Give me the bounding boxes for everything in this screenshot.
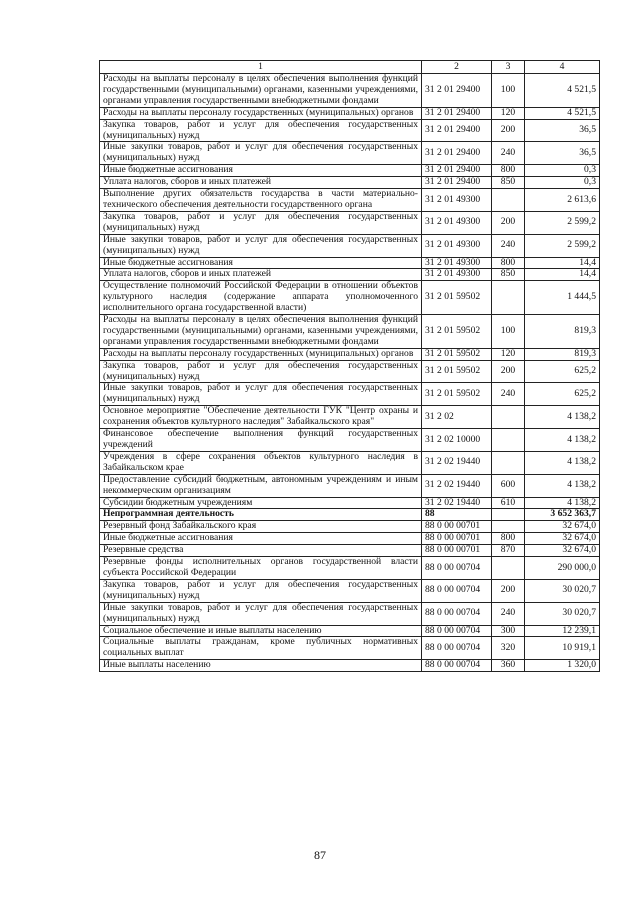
row-expense-type-cell: 120: [492, 348, 525, 360]
row-expense-type-cell: [492, 451, 525, 474]
row-name-cell: Расходы на выплаты персоналу в целях обеспечения выполнения функций государственными (муниципальными) органами, казенными учреждениями, органами управления государственными внебюджетными фондами: [100, 74, 422, 108]
row-amount-cell: 625,2: [525, 360, 600, 383]
row-code-cell: 31 2 02 19440: [422, 451, 492, 474]
header-col-4: 4: [525, 61, 600, 74]
row-name-cell: Иные закупки товаров, работ и услуг для обеспечения государственных (муниципальных) нужд: [100, 142, 422, 165]
table-row: [100, 165, 600, 177]
row-expense-type-cell: 240: [492, 602, 525, 625]
row-name-cell: Иные бюджетные ассигнования: [100, 165, 422, 177]
table-header-row: [100, 61, 600, 74]
row-expense-type-cell: [492, 521, 525, 533]
table-row: [100, 74, 600, 108]
table-row: [100, 281, 600, 315]
row-code-cell: 31 2 01 29400: [422, 177, 492, 189]
row-expense-type-cell: 600: [492, 474, 525, 497]
row-code-cell: 31 2 01 59502: [422, 348, 492, 360]
row-amount-cell: 0,3: [525, 165, 600, 177]
row-expense-type-cell: 800: [492, 165, 525, 177]
row-expense-type-cell: 240: [492, 383, 525, 406]
row-name-cell: Резервный фонд Забайкальского края: [100, 521, 422, 533]
table-row: [100, 107, 600, 119]
row-code-cell: 31 2 01 59502: [422, 383, 492, 406]
table-row: [100, 360, 600, 383]
row-expense-type-cell: 800: [492, 533, 525, 545]
row-code-cell: 31 2 02 10000: [422, 429, 492, 452]
row-expense-type-cell: 200: [492, 119, 525, 142]
row-code-cell: 88 0 00 00704: [422, 637, 492, 660]
table-row: [100, 189, 600, 212]
row-name-cell: Закупка товаров, работ и услуг для обеспечения государственных (муниципальных) нужд: [100, 360, 422, 383]
table-row: [100, 579, 600, 602]
table-row: [100, 637, 600, 660]
table-row: [100, 119, 600, 142]
row-name-cell: Расходы на выплаты персоналу государственных (муниципальных) органов: [100, 348, 422, 360]
row-amount-cell: 4 138,2: [525, 474, 600, 497]
row-expense-type-cell: 850: [492, 269, 525, 281]
table-row: [100, 406, 600, 429]
row-code-cell: 31 2 01 29400: [422, 142, 492, 165]
row-amount-cell: 819,3: [525, 315, 600, 349]
row-name-cell: Резервные средства: [100, 545, 422, 557]
row-amount-cell: 32 674,0: [525, 521, 600, 533]
header-col-2: 2: [422, 61, 492, 74]
row-code-cell: 31 2 01 59502: [422, 315, 492, 349]
row-expense-type-cell: 120: [492, 107, 525, 119]
row-code-cell: 88 0 00 00704: [422, 557, 492, 580]
row-amount-cell: 4 138,2: [525, 451, 600, 474]
row-code-cell: 88: [422, 509, 492, 521]
row-name-cell: Выполнение других обязательств государства в части материально-технического обеспечения деятельности государственного органа: [100, 189, 422, 212]
row-expense-type-cell: 800: [492, 257, 525, 269]
row-expense-type-cell: 240: [492, 142, 525, 165]
row-amount-cell: 3 652 363,7: [525, 509, 600, 521]
row-amount-cell: 0,3: [525, 177, 600, 189]
row-expense-type-cell: [492, 557, 525, 580]
table-row: [100, 545, 600, 557]
table-row: [100, 257, 600, 269]
row-name-cell: Закупка товаров, работ и услуг для обеспечения государственных (муниципальных) нужд: [100, 119, 422, 142]
row-amount-cell: 10 919,1: [525, 637, 600, 660]
row-code-cell: 31 2 01 49300: [422, 211, 492, 234]
row-name-cell: Предоставление субсидий бюджетным, автономным учреждениям и иным некоммерческим организациям: [100, 474, 422, 497]
row-code-cell: 88 0 00 00704: [422, 625, 492, 637]
row-amount-cell: 14,4: [525, 269, 600, 281]
row-amount-cell: 819,3: [525, 348, 600, 360]
row-amount-cell: 2 613,6: [525, 189, 600, 212]
row-amount-cell: 30 020,7: [525, 579, 600, 602]
row-code-cell: 31 2 01 49300: [422, 257, 492, 269]
row-name-cell: Иные закупки товаров, работ и услуг для обеспечения государственных (муниципальных) нужд: [100, 383, 422, 406]
row-amount-cell: 32 674,0: [525, 533, 600, 545]
row-amount-cell: 2 599,2: [525, 234, 600, 257]
row-expense-type-cell: 200: [492, 211, 525, 234]
table-row: [100, 533, 600, 545]
table-row: [100, 269, 600, 281]
row-code-cell: 88 0 00 00704: [422, 579, 492, 602]
row-code-cell: 31 2 01 49300: [422, 269, 492, 281]
table-row: [100, 429, 600, 452]
row-expense-type-cell: [492, 189, 525, 212]
row-name-cell: Закупка товаров, работ и услуг для обеспечения государственных (муниципальных) нужд: [100, 579, 422, 602]
row-name-cell: Иные закупки товаров, работ и услуг для обеспечения государственных (муниципальных) нужд: [100, 234, 422, 257]
table-row: [100, 521, 600, 533]
row-amount-cell: 14,4: [525, 257, 600, 269]
table-row: [100, 211, 600, 234]
row-name-cell: Закупка товаров, работ и услуг для обеспечения государственных (муниципальных) нужд: [100, 211, 422, 234]
row-name-cell: Социальное обеспечение и иные выплаты населению: [100, 625, 422, 637]
row-amount-cell: 36,5: [525, 142, 600, 165]
row-name-cell: Субсидии бюджетным учреждениям: [100, 497, 422, 509]
header-col-3: 3: [492, 61, 525, 74]
row-expense-type-cell: 100: [492, 74, 525, 108]
budget-table: [99, 60, 600, 672]
row-name-cell: Расходы на выплаты персоналу государственных (муниципальных) органов: [100, 107, 422, 119]
table-row: [100, 660, 600, 672]
row-amount-cell: 290 000,0: [525, 557, 600, 580]
row-code-cell: 88 0 00 00704: [422, 660, 492, 672]
table-row: [100, 625, 600, 637]
row-name-cell: Уплата налогов, сборов и иных платежей: [100, 177, 422, 189]
table-row: [100, 474, 600, 497]
row-code-cell: 88 0 00 00701: [422, 533, 492, 545]
row-amount-cell: 1 320,0: [525, 660, 600, 672]
row-code-cell: 31 2 01 29400: [422, 119, 492, 142]
row-amount-cell: 4 138,2: [525, 406, 600, 429]
row-code-cell: 31 2 02: [422, 406, 492, 429]
row-code-cell: 31 2 01 49300: [422, 189, 492, 212]
row-expense-type-cell: 850: [492, 177, 525, 189]
row-name-cell: Осуществление полномочий Российской Федерации в отношении объектов культурного наследия (содержание аппарата уполномоченного исполнительного органа государственной власти): [100, 281, 422, 315]
row-name-cell: Финансовое обеспечение выполнения функций государственных учреждений: [100, 429, 422, 452]
row-amount-cell: 4 138,2: [525, 497, 600, 509]
row-name-cell: Резервные фонды исполнительных органов государственной власти субъекта Российской Федерации: [100, 557, 422, 580]
row-code-cell: 31 2 01 59502: [422, 281, 492, 315]
row-code-cell: 88 0 00 00704: [422, 602, 492, 625]
row-expense-type-cell: [492, 281, 525, 315]
row-amount-cell: 4 521,5: [525, 107, 600, 119]
row-amount-cell: 32 674,0: [525, 545, 600, 557]
row-name-cell: Расходы на выплаты персоналу в целях обеспечения выполнения функций государственными (муниципальными) органами, казенными учреждениями, органами управления государственными внебюджетными фондами: [100, 315, 422, 349]
row-expense-type-cell: 240: [492, 234, 525, 257]
row-expense-type-cell: 320: [492, 637, 525, 660]
row-name-cell: Иные бюджетные ассигнования: [100, 257, 422, 269]
table-row: [100, 602, 600, 625]
row-expense-type-cell: [492, 429, 525, 452]
row-code-cell: 31 2 01 49300: [422, 234, 492, 257]
table-row: [100, 451, 600, 474]
row-amount-cell: 36,5: [525, 119, 600, 142]
row-expense-type-cell: [492, 406, 525, 429]
row-code-cell: 31 2 01 29400: [422, 74, 492, 108]
row-expense-type-cell: [492, 509, 525, 521]
row-code-cell: 88 0 00 00701: [422, 545, 492, 557]
row-name-cell: Социальные выплаты гражданам, кроме публичных нормативных социальных выплат: [100, 637, 422, 660]
row-name-cell: Непрограммная деятельность: [100, 509, 422, 521]
row-expense-type-cell: 300: [492, 625, 525, 637]
row-expense-type-cell: 870: [492, 545, 525, 557]
table-row: [100, 177, 600, 189]
row-name-cell: Уплата налогов, сборов и иных платежей: [100, 269, 422, 281]
table-row: [100, 348, 600, 360]
row-amount-cell: 1 444,5: [525, 281, 600, 315]
table-row: [100, 142, 600, 165]
row-name-cell: Иные закупки товаров, работ и услуг для обеспечения государственных (муниципальных) нужд: [100, 602, 422, 625]
table-row: [100, 383, 600, 406]
row-expense-type-cell: 100: [492, 315, 525, 349]
table-row: [100, 509, 600, 521]
row-amount-cell: 30 020,7: [525, 602, 600, 625]
row-expense-type-cell: 200: [492, 360, 525, 383]
row-amount-cell: 4 138,2: [525, 429, 600, 452]
row-amount-cell: 12 239,1: [525, 625, 600, 637]
table-row: [100, 557, 600, 580]
row-name-cell: Основное мероприятие "Обеспечение деятельности ГУК "Центр охраны и сохранения объектов культурного наследия" Забайкальского края": [100, 406, 422, 429]
row-expense-type-cell: 610: [492, 497, 525, 509]
row-code-cell: 88 0 00 00701: [422, 521, 492, 533]
row-name-cell: Учреждения в сфере сохранения объектов культурного наследия в Забайкальском крае: [100, 451, 422, 474]
header-col-1: 1: [100, 61, 422, 74]
page-number: 87: [314, 848, 326, 862]
row-amount-cell: 4 521,5: [525, 74, 600, 108]
table-row: [100, 234, 600, 257]
row-code-cell: 31 2 01 29400: [422, 107, 492, 119]
row-code-cell: 31 2 01 29400: [422, 165, 492, 177]
row-code-cell: 31 2 02 19440: [422, 497, 492, 509]
row-code-cell: 31 2 01 59502: [422, 360, 492, 383]
row-name-cell: Иные бюджетные ассигнования: [100, 533, 422, 545]
row-expense-type-cell: 200: [492, 579, 525, 602]
row-code-cell: 31 2 02 19440: [422, 474, 492, 497]
row-name-cell: Иные выплаты населению: [100, 660, 422, 672]
table-row: [100, 315, 600, 349]
row-amount-cell: 2 599,2: [525, 211, 600, 234]
table-row: [100, 497, 600, 509]
row-expense-type-cell: 360: [492, 660, 525, 672]
row-amount-cell: 625,2: [525, 383, 600, 406]
